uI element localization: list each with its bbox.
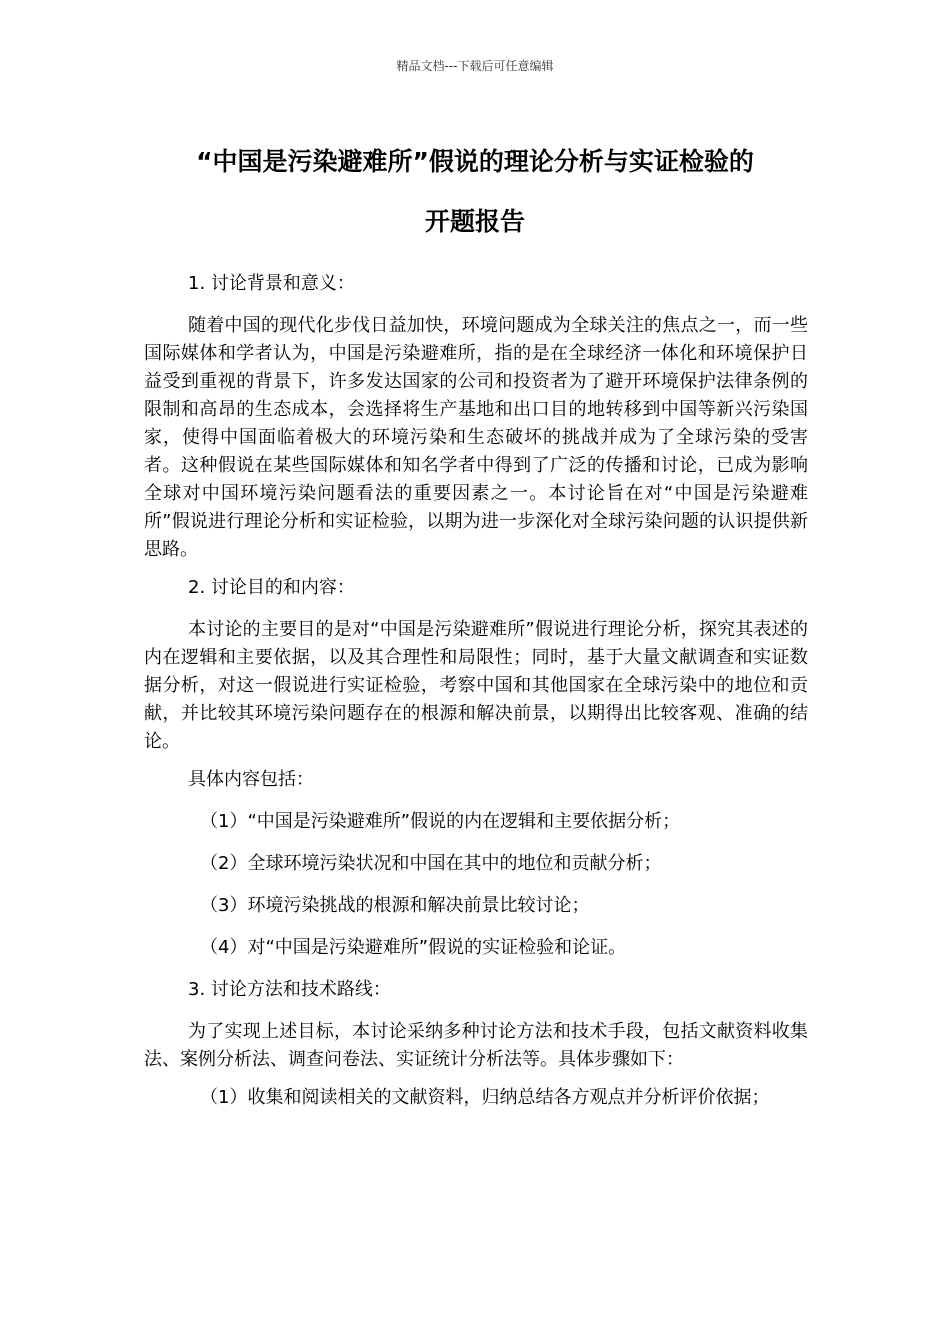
section-3-heading: 3. 讨论方法和技术路线：	[188, 979, 391, 1000]
list-item: （2）全球环境污染状况和中国在其中的地位和贡献分析；	[200, 853, 662, 874]
list-item: （4）对“中国是污染避难所”假说的实证检验和论证。	[200, 937, 627, 958]
section-1-heading: 1. 讨论背景和意义：	[188, 273, 355, 294]
section-2-paragraph: 本讨论的主要目的是对“中国是污染避难所”假说进行理论分析，探究其表述的内在逻辑和主要依据，以及其合理性和局限性；同时，基于大量文献调查和实证数据分析，对这一假说进行实证检验，考察中国和其他国家在全球污染中的地位和贡献，并比较其环境污染问题存在的根源和解决前景，以期得出比较客观、准确的结论。	[144, 619, 808, 752]
content-intro: 具体内容包括：	[188, 769, 314, 790]
document-title	[120, 132, 830, 252]
section-2-heading: 2. 讨论目的和内容：	[188, 577, 355, 598]
document-body	[144, 270, 808, 1122]
title-line-2: 开题报告	[424, 207, 525, 236]
title-line-1: “中国是污染避难所”假说的理论分析与实证检验的	[196, 147, 754, 176]
section-3-paragraph: 为了实现上述目标，本讨论采纳多种讨论方法和技术手段，包括文献资料收集法、案例分析法、调查问卷法、实证统计分析法等。具体步骤如下：	[144, 1021, 808, 1070]
step-item: （1）收集和阅读相关的文献资料，归纳总结各方观点并分析评价依据；	[200, 1087, 770, 1108]
list-item: （3）环境污染挑战的根源和解决前景比较讨论；	[200, 895, 590, 916]
list-item: （1）“中国是污染避难所”假说的内在逻辑和主要依据分析；	[200, 811, 681, 832]
page-header: 精品文档---下载后可任意编辑	[396, 59, 554, 73]
section-1-paragraph: 随着中国的现代化步伐日益加快，环境问题成为全球关注的焦点之一，而一些国际媒体和学者认为，中国是污染避难所，指的是在全球经济一体化和环境保护日益受到重视的背景下，许多发达国家的公司和投资者为了避开环境保护法律条例的限制和高昂的生态成本，会选择将生产基地和出口目的地转移到中国等新兴污染国家，使得中国面临着极大的环境污染和生态破坏的挑战并成为了全球污染的受害者。这种假说在某些国际媒体和知名学者中得到了广泛的传播和讨论，已成为影响全球对中国环境污染问题看法的重要因素之一。本讨论旨在对“中国是污染避难所”假说进行理论分析和实证检验，以期为进一步深化对全球污染问题的认识提供新思路。	[144, 315, 808, 560]
